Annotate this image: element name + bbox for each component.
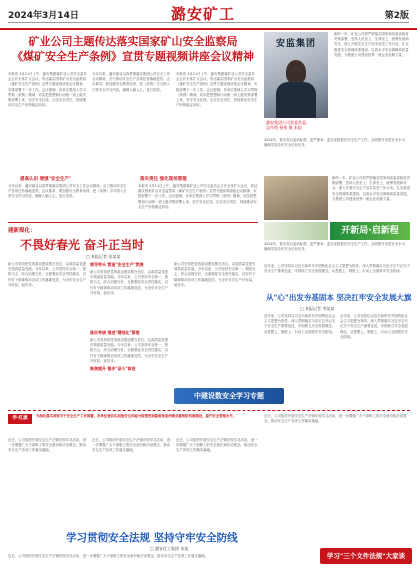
- photo-caption: [266, 120, 328, 130]
- right-column-text-1: 新的一年，矿业公司将严格落实国家和省委省政府决策部署，坚持人民至上、生命至上，统筹发展和安全，深入开展安全生产治本攻坚三年行动，扎实推进安全管理体系建设，以高水平安全保障高质量发展，为集团公司建设世界一流企业贡献力量。: [334, 32, 409, 57]
- bottom-body-col-4: 近日，公司组织开展安全生产法律法规学习活动，进一步增强广大干部职工的安全意识和法治观念，推动安全生产各项工作落实落地。: [264, 414, 407, 424]
- slogan-heart-body-1: 近年来，公司坚持以习近平新时代中国特色社会主义思想为指导，深入贯彻落实习近平总书记关于安全生产重要论述，牢固树立安全发展理念，从思想上、制度上、行动上全面筑牢安全防线。: [264, 314, 336, 334]
- slogan-heart: 从"心"出发夯基固本 坚决扛牢安全发展大旗: [266, 293, 412, 302]
- event-photo-small: [264, 176, 328, 220]
- section-divider: [8, 222, 258, 223]
- lead-body-col-1: 本报讯 3月11日上午，潞安集团煤矿业公司安全委员会召开全体扩大会议，传达落实国家矿山安全监察局《煤矿安全生产条例》宣贯专题视频讲座会议精神，安排部署下一步工作。会议强调，各单位要深入学习贯彻《条例》精神，切实把思想和行动统一到上级决策部署上来，坚守安全红线，压实安全责任，持续推动安全生产形势稳定向好。: [8, 72, 87, 108]
- banner-photo: [264, 222, 328, 240]
- issue-date: 2024年3月14日: [8, 11, 79, 21]
- mid-section-slogan: 不畏好春光 奋斗正当时: [20, 238, 145, 252]
- new-start-banner: 开新局·启新程: [330, 222, 410, 240]
- study-banner: 中建设数安全学习专题: [174, 388, 284, 404]
- mid-section-byline: □ 本报记者 张某某: [86, 254, 121, 259]
- bottom-byline: □ 潞安化工集团 本报: [150, 546, 189, 551]
- right-column-text-4: 2024年，我们将以更高标准、更严要求、更实举措抓好安全生产工作，全面提升本质安全水平，确保实现全年安全目标任务。: [264, 242, 409, 252]
- photo-caption-line-2: 总经理 杨伟 摄 本报: [266, 125, 302, 130]
- bottom-intro: 为深化落实国家关于安全生产工作部署，各单位要切实加强安全风险分级管控和隐患排查治理双重预防机制建设，提升安全管理水平。: [36, 414, 237, 418]
- bottom-body-col-2: 近日，公司组织开展安全生产法律法规学习活动，进一步增强广大干部职工的安全意识和法治观念，推动安全生产各项工作落实落地。: [92, 438, 170, 453]
- right-column-text-2: 2024年，我们将以更高标准、更严要求、更实举措抓好安全生产工作，全面提升本质安全水平，确保实现全年安全目标任务。: [264, 138, 409, 148]
- lead-subhead-2: 落实责任 强化现场管理: [140, 177, 187, 182]
- mid-subhead-3: 聚焦提升 稳步"奋斗"前进: [90, 366, 136, 371]
- lead-headline-line-1: 矿业公司主题传达落实国家矿山安全监察局: [28, 35, 238, 48]
- mid-subhead-1: 领导带头 营造"安全生产"氛围: [90, 262, 144, 267]
- bottom-body-col-3: 近日，公司组织开展安全生产法律法规学习活动，进一步增强广大干部职工的安全意识和法治观念，推动安全生产各项工作落实落地。: [176, 438, 258, 453]
- bottom-divider: [8, 410, 410, 411]
- mid-body-col-4: 新公司坚持把党的政治建设摆在首位，以高质量党建引领高质量发展。今年以来，公司坚持安全第一、预防为主、综合治理方针，全面强化安全责任落实，以钉钉子精神推动各项工作落地见效，为全年安全生产开好局、起好步。: [174, 262, 256, 287]
- lead-body-col-2: 今年以来，潞安煤业以真贯彻落实集团公司安全工作会议精神，全力推动安全生产各项任务落地见效。会议要求，要加强安全教育培训，把《条例》学习纳入日常安全学习内容，确保入脑入心、见行见效。: [92, 72, 170, 92]
- right-column-text-3: 新的一年，矿业公司将严格落实国家和省委省政府决策部署，坚持人民至上、生命至上，统筹发展和安全，深入开展安全生产治本攻坚三年行动，扎实推进安全管理体系建设，以高水平安全保障高质量发展，为集团公司建设世界一流企业贡献力量。: [332, 176, 410, 201]
- lead-body-col-3: 本报讯 3月11日上午，潞安集团煤矿业公司安全委员会召开全体扩大会议，传达落实国家矿山安全监察局《煤矿安全生产条例》宣贯专题视频讲座会议精神，安排部署下一步工作。会议强调，各单位要深入学习贯彻《条例》精神，切实把思想和行动统一到上级决策部署上来，坚守安全红线，压实安全责任，持续推动安全生产形势稳定向好。: [176, 72, 258, 108]
- discussion-banner: 学习"三个文件法规"大家谈: [320, 548, 412, 564]
- speaker-photo: [264, 32, 328, 118]
- bottom-body-col-1: 近日，公司组织开展安全生产法律法规学习活动，进一步增强广大干部职工的安全意识和法治观念，推动安全生产各项工作落实落地。: [8, 438, 86, 453]
- newspaper-logo: 潞安矿工: [171, 5, 236, 23]
- speaker-suit: [276, 82, 316, 118]
- lead-body-col-4: 今年以来，潞安煤业以真贯彻落实集团公司安全工作会议精神，全力推动安全生产各项任务落地见效。会议要求，要加强安全教育培训，把《条例》学习纳入日常安全学习内容，确保入脑入心、见行见效。: [8, 184, 127, 199]
- photo-caption-line-1: 潞安集团公司党委常委、: [266, 120, 310, 125]
- mid-body-col-3: 新公司坚持把党的政治建设摆在首位，以高质量党建引领高质量发展。今年以来，公司坚持安全第一、预防为主、综合治理方针，全面强化安全责任落实，以钉钉子精神推动各项工作落地见效，为全年安全生产开好局、起好步。: [90, 338, 168, 363]
- lead-headline-line-2: 《煤矿安全生产条例》宣贯专题视频讲座会议精神: [12, 50, 254, 63]
- right-mid-text: 近年来，公司坚持以习近平新时代中国特色社会主义思想为指导，深入贯彻落实习近平总书记关于安全生产重要论述，牢固树立安全发展理念，从思想上、制度上、行动上全面筑牢安全防线。: [264, 264, 410, 274]
- masthead: [0, 0, 417, 30]
- mid-body-col-1: 新公司坚持把党的政治建设摆在首位，以高质量党建引领高质量发展。今年以来，公司坚持安全第一、预防为主、综合治理方针，全面强化安全责任落实，以钉钉子精神推动各项工作落地见效，为全年安全生产开好局、起好步。: [8, 262, 86, 287]
- bottom-red-label: 学·红旗: [8, 414, 32, 424]
- lead-body-col-5: 本报讯 3月11日上午，潞安集团煤矿业公司安全委员会召开全体扩大会议，传达落实国家矿山安全监察局《煤矿安全生产条例》宣贯专题视频讲座会议精神，安排部署下一步工作。会议强调，各单位要深入学习贯彻《条例》精神，切实把思想和行动统一到上级决策部署上来，坚守安全红线，压实安全责任，持续推动安全生产形势稳定向好。: [138, 184, 258, 209]
- mid-body-col-2: 新公司坚持把党的政治建设摆在首位，以高质量党建引领高质量发展。今年以来，公司坚持安全第一、预防为主、综合治理方针，全面强化安全责任落实，以钉钉子精神推动各项工作落地见效，为全年安全生产开好局、起好步。: [90, 270, 168, 295]
- speaker-head: [286, 60, 306, 84]
- slogan-heart-body-2: 近年来，公司坚持以习近平新时代中国特色社会主义思想为指导，深入贯彻落实习近平总书记关于安全生产重要论述，牢固树立安全发展理念，从思想上、制度上、行动上全面筑牢安全防线。: [340, 314, 408, 339]
- slogan-heart-byline: □ 本报记者 李某某: [300, 306, 335, 311]
- lead-subhead-1: 提高认识 增强"安全生产": [20, 177, 72, 182]
- bottom-body-foot: 近日，公司组织开展安全生产法律法规学习活动，进一步增强广大干部职工的安全意识和法治观念，推动安全生产各项工作落实落地。: [8, 554, 209, 558]
- edition-label: 第2版: [384, 11, 409, 21]
- mid-subhead-2: 落实考核 推进"精细化"管理: [90, 330, 140, 335]
- masthead-divider: [8, 22, 409, 23]
- lead-headline: [8, 34, 258, 64]
- mid-section-label: 建新煤化：: [8, 228, 36, 234]
- photo-sign-text: 安监集团: [275, 39, 316, 49]
- bottom-slogan: 学习贯彻安全法规 坚持守牢安全防线: [66, 532, 238, 544]
